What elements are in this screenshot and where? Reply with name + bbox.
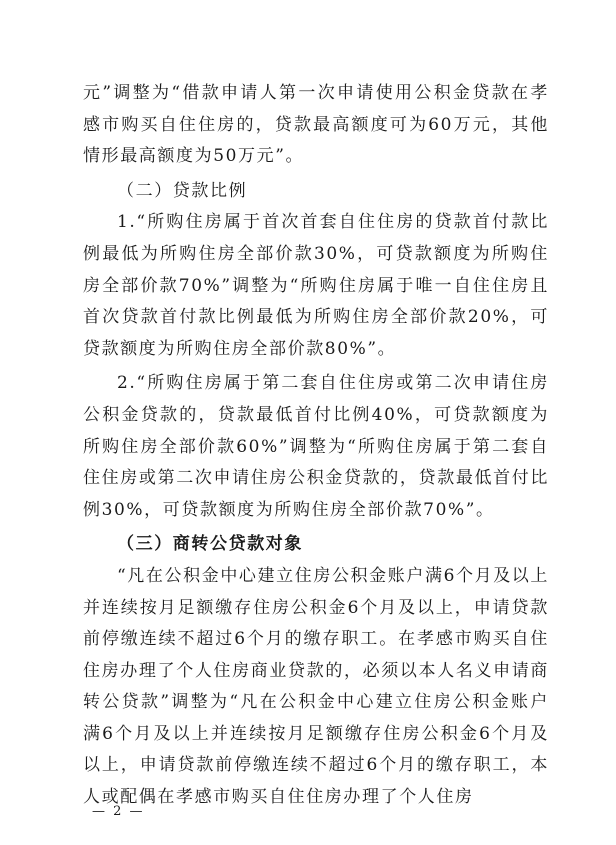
section-heading-loan-ratio: （二）贷款比例 <box>117 180 248 201</box>
document-body <box>83 78 549 814</box>
page-number: — 2 — <box>92 804 145 819</box>
paragraph-second-home-ratio: 2.“所购住房属于第二套自住住房或第二次申请住房公积金贷款的，贷款最低首付比例40%，可贷款额度为所购住房全部价款60%”调整为“所购住房属于第二套自住住房或第二次申请住房公积金贷款的，贷款最低首付比例30%，可贷款额度为所购住房全部价款70%”。 <box>83 373 549 520</box>
paragraph-first-home-ratio: 1.“所购住房属于首次首套自住住房的贷款首付款比例最低为所购住房全部价款30%，可贷款额度为所购住房全部价款70%”调整为“所购住房属于唯一自住住房且首次贷款首付款比例最低为所购住房全部价款20%，可贷款额度为所购住房全部价款80%”。 <box>83 212 549 359</box>
section-heading-commercial-to-fund: （三）商转公贷款对象 <box>117 534 303 555</box>
paragraph-commercial-to-fund-eligibility: “凡在公积金中心建立住房公积金账户满6个月及以上并连续按月足额缴存住房公积金6个月及以上，申请贷款前停缴连续不超过6个月的缴存职工。在孝感市购买自住住房办理了个人住房商业贷款的，必须以本人名义申请商转公贷款”调整为“凡在公积金中心建立住房公积金账户满6个月及以上并连续按月足额缴存住房公积金6个月及以上，申请贷款前停缴连续不超过6个月的缴存职工，本人或配偶在孝感市购买自住住房办理了个人住房 <box>83 565 549 808</box>
paragraph-loan-limit-continued: 元”调整为“借款申请人第一次申请使用公积金贷款在孝感市购买自住住房的，贷款最高额度可为60万元，其他情形最高额度为50万元”。 <box>83 83 549 167</box>
